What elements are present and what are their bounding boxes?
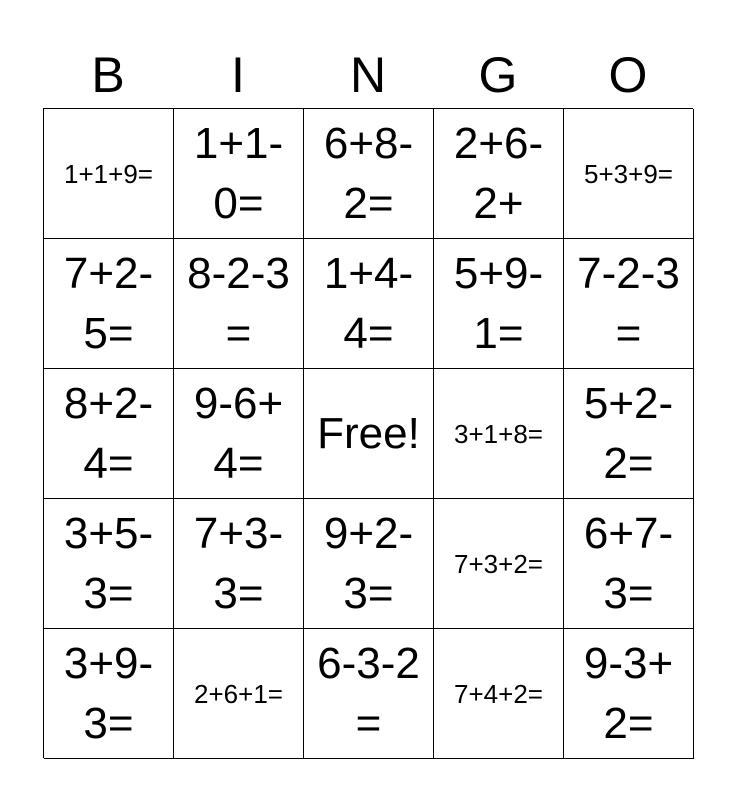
cell-text: 2+6+1= — [194, 678, 283, 709]
bingo-cell[interactable] — [44, 109, 174, 239]
cell-text: 3+9-3= — [63, 638, 154, 748]
bingo-cell[interactable] — [434, 239, 564, 369]
cell-text: 7+4+2= — [454, 678, 543, 709]
bingo-cell[interactable] — [304, 499, 434, 629]
cell-text: 6-3-2= — [317, 638, 420, 748]
cell-text: 1+1-0= — [193, 118, 284, 228]
bingo-cell[interactable] — [174, 499, 304, 629]
cell-text: 8-2-3= — [187, 248, 290, 358]
cell-text: 9-6+4= — [193, 378, 284, 488]
bingo-cell[interactable] — [174, 369, 304, 499]
cell-text: 5+9-1= — [453, 248, 544, 358]
cell-text: 1+4-4= — [323, 248, 414, 358]
bingo-cell[interactable] — [44, 499, 174, 629]
cell-text: 2+6-2+ — [453, 118, 544, 228]
bingo-cell[interactable] — [434, 629, 564, 759]
bingo-cell[interactable] — [44, 629, 174, 759]
cell-text: 8+2-4= — [63, 378, 154, 488]
bingo-cell[interactable] — [304, 629, 434, 759]
cell-text: 3+1+8= — [454, 418, 543, 449]
bingo-cell[interactable] — [564, 369, 694, 499]
bingo-cell[interactable] — [564, 499, 694, 629]
free-space-label: Free! — [317, 408, 420, 458]
bingo-cell[interactable] — [564, 109, 694, 239]
bingo-cell[interactable] — [174, 629, 304, 759]
header-letter-n: N — [349, 47, 387, 103]
free-space-cell[interactable] — [304, 369, 434, 499]
bingo-cell[interactable] — [304, 109, 434, 239]
cell-text: 6+8-2= — [323, 118, 414, 228]
bingo-cell[interactable] — [564, 629, 694, 759]
cell-text: 7+3+2= — [454, 548, 543, 579]
cell-text: 5+3+9= — [584, 158, 673, 189]
bingo-cell[interactable] — [434, 109, 564, 239]
bingo-cell[interactable] — [434, 499, 564, 629]
bingo-cell[interactable] — [564, 239, 694, 369]
cell-text: 3+5-3= — [63, 508, 154, 618]
header-letter-g: G — [478, 47, 518, 103]
cell-text: 7+2-5= — [63, 248, 154, 358]
cell-text: 1+1+9= — [64, 158, 153, 189]
header-letter-b: B — [91, 47, 125, 103]
bingo-cell[interactable] — [44, 369, 174, 499]
bingo-cell[interactable] — [174, 239, 304, 369]
bingo-header — [43, 42, 693, 108]
cell-text: 9+2-3= — [323, 508, 414, 618]
cell-text: 6+7-3= — [583, 508, 674, 618]
cell-text: 7-2-3= — [577, 248, 680, 358]
cell-text: 9-3+2= — [583, 638, 674, 748]
cell-text: 5+2-2= — [583, 378, 674, 488]
header-letter-o: O — [608, 47, 648, 103]
bingo-cell[interactable] — [44, 239, 174, 369]
cell-text: 7+3-3= — [193, 508, 284, 618]
bingo-cell[interactable] — [304, 239, 434, 369]
bingo-grid — [43, 108, 693, 758]
header-letter-i: I — [231, 47, 245, 103]
bingo-cell[interactable] — [434, 369, 564, 499]
bingo-cell[interactable] — [174, 109, 304, 239]
